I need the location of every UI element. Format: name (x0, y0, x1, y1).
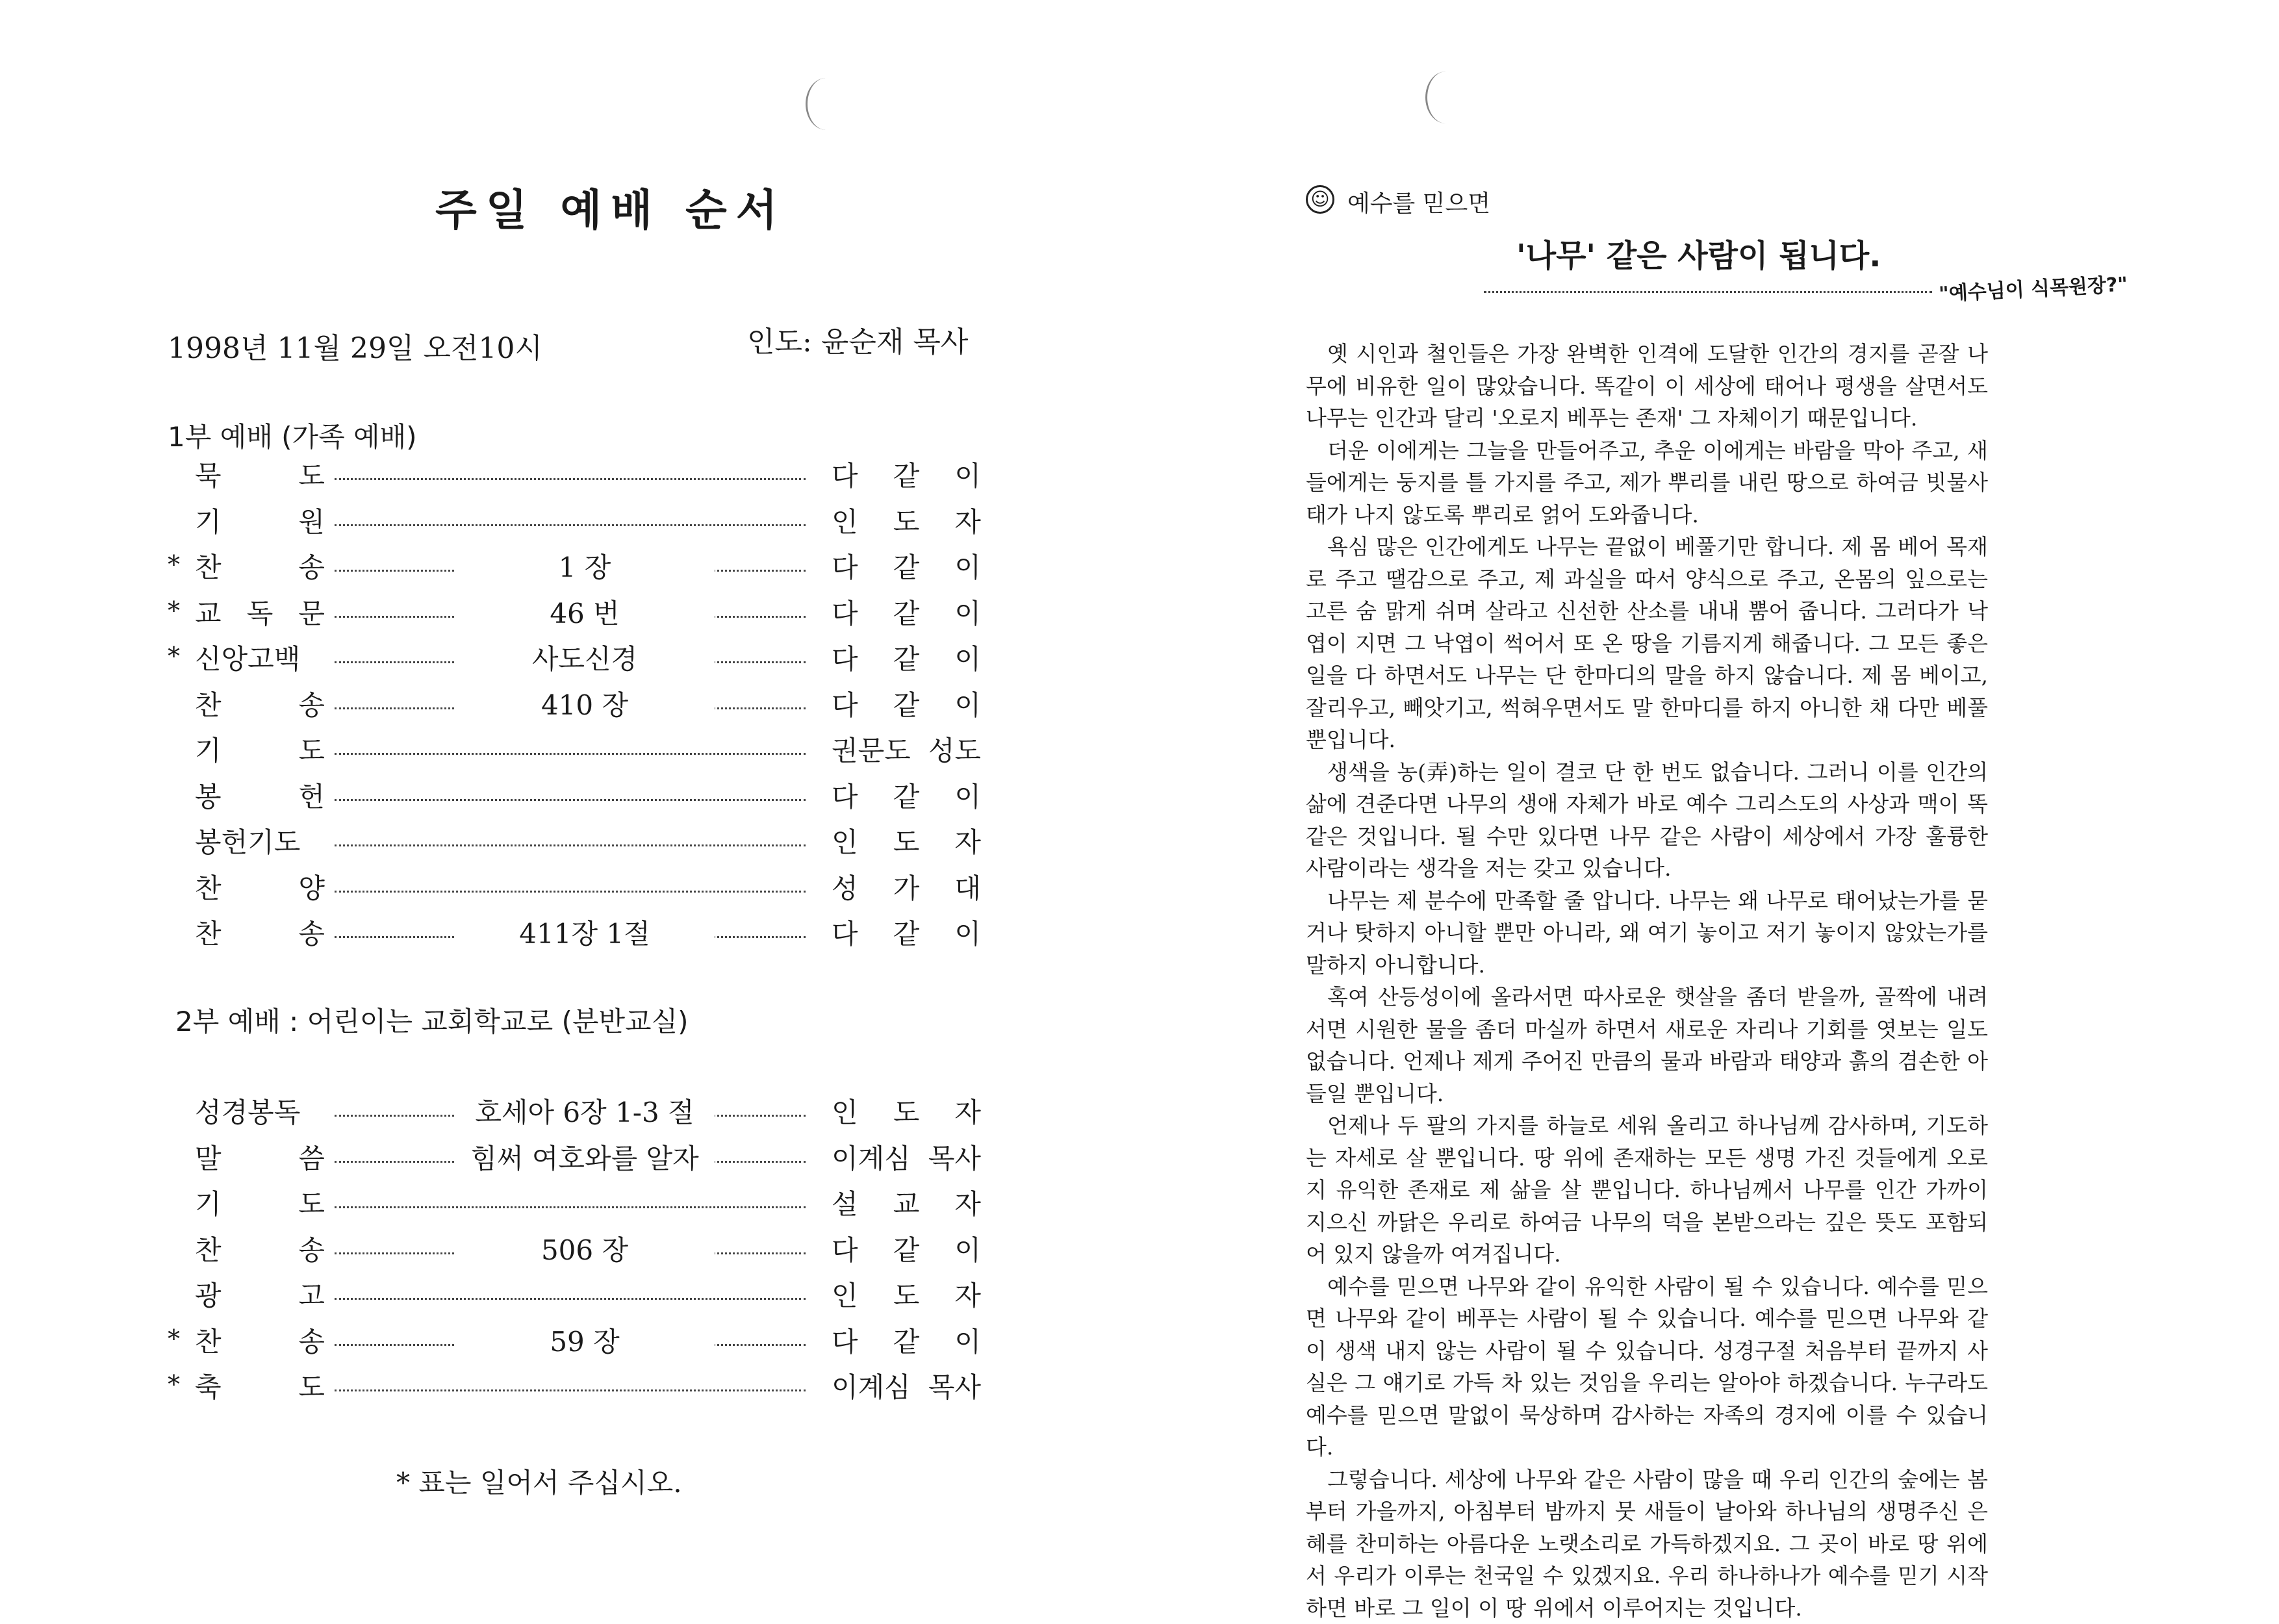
order-item-responsible: 다 같 이 (832, 1321, 981, 1360)
order-item-responsible: 이계심 목사 (832, 1137, 981, 1176)
order-item-responsible: 인 도 자 (832, 1091, 981, 1130)
dotted-leader (335, 844, 806, 846)
order-item-responsible: 권문도 성도 (832, 730, 981, 768)
standing-mark: * (168, 596, 180, 625)
essay-paragraph: 생색을 농(弄)하는 일이 결코 단 한 번도 없습니다. 그러니 이를 인간의 삶에 견준다면 나무의 생애 자체가 바로 예수 그리스도의 사상과 맥이 똑같은 것입니다. 될 수만 있다면 나무 같은 사람이 세상에서 가장 훌륭한 사람이라는 생각을 저는 갖고 있습니다. (1306, 756, 1988, 885)
dotted-leader (335, 1298, 806, 1300)
standing-mark: * (168, 1325, 180, 1353)
order-row (0, 455, 1140, 494)
order-item-name: 광 고 (195, 1275, 325, 1313)
dotted-leader (335, 524, 806, 526)
punch-hole-mark (1425, 71, 1466, 123)
order-item-name: 기 원 (195, 501, 325, 540)
order-row (0, 821, 1140, 860)
essay-kicker: 예수를 믿으면 (1347, 185, 1490, 218)
essay-paragraph: 나무는 제 분수에 만족할 줄 압니다. 나무는 왜 나무로 태어났는가를 묻거나 탓하지 아니할 뿐만 아니라, 왜 여기 놓이고 저기 놓이지 않았는가를 말하지 아니합니다. (1306, 885, 1988, 982)
essay-subtitle: "예수님이 식목원장?" (1938, 268, 2128, 306)
essay-body (1306, 338, 1988, 1624)
order-item-name: 봉헌기도 (195, 821, 325, 860)
dotted-leader (335, 753, 806, 755)
order-row (0, 546, 1140, 585)
order-item-name: 찬 송 (195, 1321, 325, 1360)
order-item-name: 기 도 (195, 730, 325, 768)
order-item-name: 말 씀 (195, 1137, 325, 1176)
essay-paragraph: 욕심 많은 인간에게도 나무는 끝없이 베풀기만 합니다. 제 몸 베어 목재로 주고 땔감으로 주고, 제 과실을 따서 양식으로 주고, 온몸의 잎으로는 고른 숨 맑게 쉬며 살라고 신선한 산소를 내내 뿜어 줍니다. 그러다가 낙엽이 지면 그 낙엽이 썩어서 또 온 땅을 기름지게 해줍니다. 그 모든 좋은 일을 다 하면서도 나무는 단 한마디의 말을 하지 않습니다. 제 몸 베이고, 잘리우고, 빼앗기고, 썩혀우면서도 말 한마디를 하지 아니한 채 다만 베풀 뿐입니다. (1306, 531, 1988, 756)
order-item-detail: 힘써 여호와를 알자 (455, 1137, 715, 1176)
order-row (0, 1229, 1140, 1268)
essay-paragraph: 그렇습니다. 세상에 나무와 같은 사람이 많을 때 우리 인간의 숲에는 봄부터 가을까지, 아침부터 밤까지 뭇 새들이 날아와 하나님의 생명주신 은혜를 찬미하는 아름다운 노랫소리로 가득하겠지요. 그 곳이 바로 땅 위에서 우리가 이루는 천국일 수 있겠지요. 우리 하나하나가 예수를 믿기 시작하면 바로 그 일이 이 땅 위에서 이루어지는 것입니다. (1306, 1464, 1988, 1624)
essay-paragraph: 언제나 두 팔의 가지를 하늘로 세워 올리고 하나님께 감사하며, 기도하는 자세로 살 뿐입니다. 땅 위에 존재하는 모든 생명 가진 것들에게 오로지 유익한 존재로 제 삶을 살 뿐입니다. 하나님께서 나무를 인간 가까이 지으신 까닭은 우리로 하여금 나무의 덕을 본받으라는 깊은 뜻도 포함되어 있지 않을까 여겨집니다. (1306, 1110, 1988, 1271)
order-item-detail: 46 번 (455, 592, 715, 631)
order-item-responsible: 인 도 자 (832, 501, 981, 540)
order-item-name: 교 독 문 (195, 592, 325, 631)
order-item-name: 찬 송 (195, 684, 325, 723)
order-row (0, 592, 1140, 631)
order-row (0, 684, 1140, 723)
order-row (0, 776, 1140, 815)
order-row (0, 1321, 1140, 1360)
order-row (0, 867, 1140, 906)
order-item-responsible: 다 같 이 (832, 1229, 981, 1268)
order-item-detail: 사도신경 (455, 638, 715, 677)
standing-mark: * (168, 1370, 180, 1399)
order-item-responsible: 다 같 이 (832, 913, 981, 952)
order-row (0, 913, 1140, 952)
order-item-detail: 411장 1절 (455, 913, 715, 952)
order-item-responsible: 설 교 자 (832, 1183, 981, 1222)
standing-mark: * (168, 550, 180, 579)
essay-paragraph: 혹여 산등성이에 올라서면 따사로운 햇살을 좀더 받을까, 골짝에 내려서면 시원한 물을 좀더 마실까 하면서 새로운 자리나 기회를 엿보는 일도 없습니다. 언제나 제게 주어진 만큼의 물과 바람과 태양과 흙의 겸손한 아들일 뿐입니다. (1306, 981, 1988, 1110)
standing-mark: * (168, 642, 180, 670)
order-row (0, 1091, 1140, 1130)
order-item-responsible: 다 같 이 (832, 684, 981, 723)
order-item-detail: 59 장 (455, 1321, 715, 1360)
order-item-name: 축 도 (195, 1366, 325, 1405)
order-item-name: 찬 송 (195, 913, 325, 952)
order-item-name: 찬 송 (195, 1229, 325, 1268)
order-row (0, 638, 1140, 677)
service-date: 1998년 11월 29일 오전10시 (168, 325, 542, 366)
order-item-responsible: 다 같 이 (832, 546, 981, 585)
order-item-name: 기 도 (195, 1183, 325, 1222)
smiley-face-icon: ☺ (1306, 185, 1334, 214)
order-row (0, 1275, 1140, 1313)
order-item-detail: 506 장 (455, 1229, 715, 1268)
order-row (0, 501, 1140, 540)
order-item-name: 신앙고백 (195, 638, 325, 677)
order-item-detail: 410 장 (455, 684, 715, 723)
part1-heading: 1부 예배 (가족 예배) (168, 416, 417, 455)
dotted-leader (335, 1389, 806, 1391)
punch-hole-mark (806, 78, 847, 130)
order-item-responsible: 다 같 이 (832, 638, 981, 677)
order-item-detail: 호세아 6장 1-3 절 (455, 1091, 715, 1130)
title-divider (1484, 291, 1932, 293)
standing-footnote: * 표는 일어서 주십시오. (396, 1462, 682, 1501)
left-page (0, 0, 1140, 1611)
order-item-responsible: 인 도 자 (832, 1275, 981, 1313)
order-row (0, 1137, 1140, 1176)
order-item-name: 봉 헌 (195, 776, 325, 815)
part2-heading: 2부 예배 : 어린이는 교회학교로 (분반교실) (175, 1000, 689, 1039)
order-item-responsible: 다 같 이 (832, 776, 981, 815)
essay-paragraph: 예수를 믿으면 나무와 같이 유익한 사람이 될 수 있습니다. 예수를 믿으면 나무와 같이 베푸는 사람이 될 수 있습니다. 예수를 믿으면 나무와 같이 생색 내지 않는 사람이 될 수 있습니다. 성경구절 처음부터 끝까지 사실은 그 얘기로 가득 차 있는 것임을 우리는 알아야 하겠습니다. 누구라도 예수를 믿으면 말없이 묵상하며 감사하는 자족의 경지에 이를 수 있습니다. (1306, 1271, 1988, 1464)
service-leader: 인도: 윤순재 목사 (747, 318, 968, 360)
order-item-detail: 1 장 (455, 546, 715, 585)
order-item-responsible: 다 같 이 (832, 592, 981, 631)
order-item-name: 묵 도 (195, 455, 325, 494)
order-row (0, 730, 1140, 768)
page-title: 주일 예배 순서 (435, 175, 787, 237)
order-item-name: 찬 송 (195, 546, 325, 585)
dotted-leader (335, 799, 806, 801)
order-item-responsible: 인 도 자 (832, 821, 981, 860)
essay-title: '나무' 같은 사람이 됩니다. (1516, 231, 1881, 275)
order-item-responsible: 다 같 이 (832, 455, 981, 494)
order-item-responsible: 이계심 목사 (832, 1366, 981, 1405)
order-row (0, 1183, 1140, 1222)
dotted-leader (335, 478, 806, 480)
order-item-responsible: 성 가 대 (832, 867, 981, 906)
order-item-name: 찬 양 (195, 867, 325, 906)
dotted-leader (335, 891, 806, 893)
order-row (0, 1366, 1140, 1405)
essay-paragraph: 옛 시인과 철인들은 가장 완벽한 인격에 도달한 인간의 경지를 곧잘 나무에 비유한 일이 많았습니다. 똑같이 이 세상에 태어나 평생을 살면서도 나무는 인간과 달리 '오로지 베푸는 존재' 그 자체이기 때문입니다. (1306, 338, 1988, 435)
essay-paragraph: 더운 이에게는 그늘을 만들어주고, 추운 이에게는 바람을 막아 주고, 새들에게는 둥지를 틀 가지를 주고, 제가 뿌리를 내린 땅으로 하여금 빗물사태가 나지 않도록 뿌리로 얽어 도와줍니다. (1306, 435, 1988, 531)
right-page (1140, 0, 2279, 1611)
dotted-leader (335, 1206, 806, 1208)
order-item-name: 성경봉독 (195, 1091, 325, 1130)
